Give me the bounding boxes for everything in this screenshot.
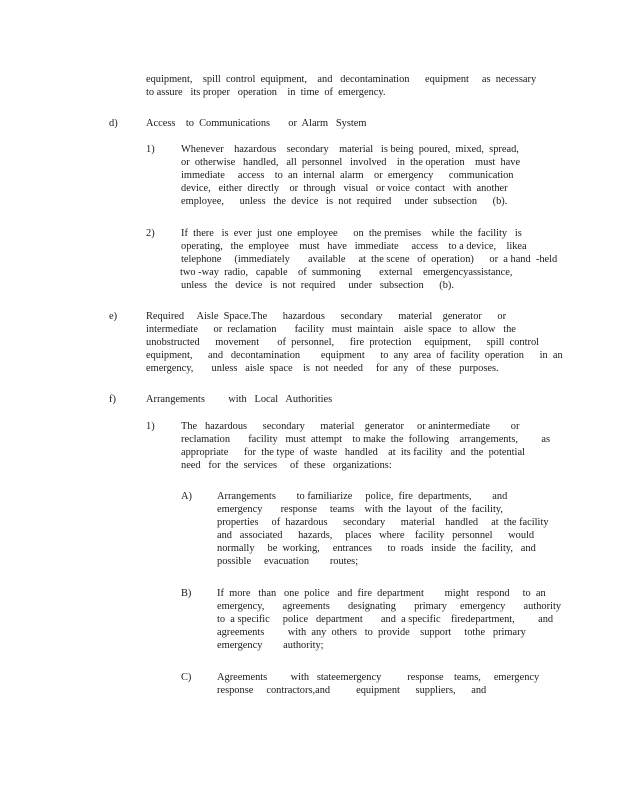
text-line: device, either directly or through visual or voice contact with another bbox=[181, 183, 508, 194]
text-line: Arrangements to familiarize police, fire departments, and bbox=[217, 491, 508, 502]
text-line: The hazardous secondary material generator or anintermediate or bbox=[181, 421, 520, 432]
intro-paragraph bbox=[146, 73, 537, 99]
section-f-item-1-marker: 1) bbox=[146, 421, 155, 432]
text-line: emergency, unless aisle space is not needed for any of these purposes. bbox=[146, 363, 499, 374]
section-e-marker: e) bbox=[109, 311, 118, 322]
text-line: appropriate for the type of waste handled at its facility and the potential bbox=[181, 447, 525, 458]
section-f-title: Arrangements with Local Authorities bbox=[146, 394, 333, 405]
section-d-item-1-marker: 1) bbox=[146, 144, 155, 155]
section-e-paragraph bbox=[146, 310, 563, 375]
section-d-title: Access to Communications or Alarm System bbox=[146, 118, 367, 129]
text-line: immediate access to an internal alarm or emergency communication bbox=[181, 170, 514, 181]
text-line: telephone (immediately available at the scene of operation) or a hand -held bbox=[181, 254, 558, 265]
subitem-b-marker: B) bbox=[181, 588, 192, 599]
section-d-item-2-marker: 2) bbox=[146, 228, 155, 239]
section-f-marker: f) bbox=[109, 394, 116, 405]
text-line: Whenever hazardous secondary material is being poured, mixed, spread, bbox=[181, 144, 519, 155]
text-line: two -way radio, capable of summoning external emergencyassistance, bbox=[180, 267, 513, 278]
text-line: or otherwise handled, all personnel involved in the operation must have bbox=[181, 157, 521, 168]
text-line: agreements with any others to provide support tothe primary bbox=[217, 627, 526, 638]
text-line: properties of hazardous secondary material handled at the facility bbox=[217, 517, 549, 528]
text-line: response contractors,and equipment suppliers, and bbox=[217, 685, 487, 696]
text-line: If there is ever just one employee on the premises while the facility is bbox=[181, 228, 522, 239]
text-line: operating, the employee must have immediate access to a device, likea bbox=[181, 241, 527, 252]
text-line: emergency authority; bbox=[217, 640, 324, 651]
subitem-c-paragraph bbox=[217, 671, 540, 697]
text-line: equipment, spill control equipment, and decontamination equipment as necessary bbox=[146, 74, 537, 85]
text-line: need for the services of these organizations: bbox=[181, 460, 392, 471]
text-line: unless the device is not required under subsection (b). bbox=[181, 280, 454, 291]
text-line: emergency response teams with the layout of the facility, bbox=[217, 504, 503, 515]
text-line: and associated hazards, places where facility personnel would bbox=[217, 530, 535, 541]
text-line: equipment, and decontamination equipment to any area of facility operation in an bbox=[146, 350, 563, 361]
text-line: emergency, agreements designating primary emergency authority bbox=[217, 601, 562, 612]
subitem-b-paragraph bbox=[217, 587, 562, 652]
section-d-item-1-paragraph bbox=[181, 143, 526, 208]
section-f-item-1-paragraph bbox=[181, 420, 551, 472]
section-d-item-2-paragraph bbox=[180, 227, 558, 292]
text-line: intermediate or reclamation facility must maintain aisle space to allow the bbox=[146, 324, 516, 335]
section-d-marker: d) bbox=[109, 118, 118, 129]
text-line: possible evacuation routes; bbox=[217, 556, 359, 567]
subitem-c-marker: C) bbox=[181, 672, 192, 683]
text-line: employee, unless the device is not required under subsection (b). bbox=[181, 196, 508, 207]
text-line: Required Aisle Space.The hazardous secondary material generator or bbox=[146, 311, 507, 322]
text-line: normally be working, entrances to roads inside the facility, and bbox=[217, 543, 536, 554]
subitem-a-paragraph bbox=[217, 490, 549, 568]
subitem-a-marker: A) bbox=[181, 491, 192, 502]
text-line: reclamation facility must attempt to make the following arrangements, as bbox=[181, 434, 551, 445]
text-line: unobstructed movement of personnel, fire protection equipment, spill control bbox=[146, 337, 540, 348]
text-line: to a specific police department and a specific firedepartment, and bbox=[217, 614, 554, 625]
text-line: If more than one police and fire department might respond to an bbox=[217, 588, 546, 599]
text-line: to assure its proper operation in time of emergency. bbox=[146, 87, 386, 98]
text-line: Agreements with stateemergency response teams, emergency bbox=[217, 672, 540, 683]
